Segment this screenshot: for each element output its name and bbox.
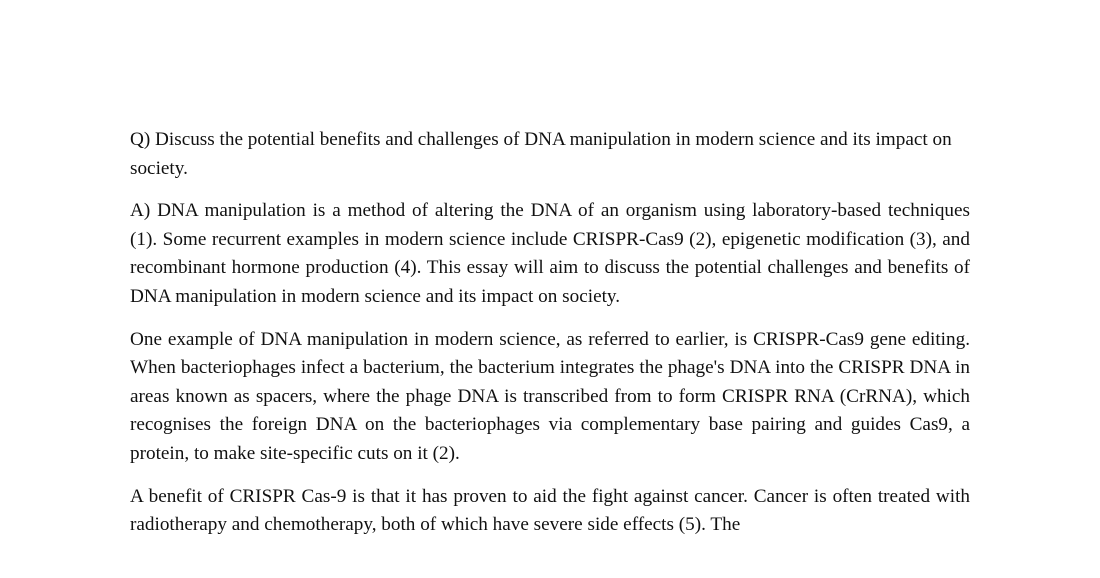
- document-body: [130, 126, 970, 554]
- answer-intro-paragraph: A) DNA manipulation is a method of altering the DNA of an organism using laboratory-based techniques (1). Some recurrent examples in modern science include CRISPR-Cas9 (2), epigenetic modification (3), and recombinant hormone production (4). This essay will aim to discuss the potential challenges and benefits of DNA manipulation in modern science and its impact on society.: [130, 200, 970, 307]
- question-paragraph: Q) Discuss the potential benefits and challenges of DNA manipulation in modern science and its impact on society.: [130, 129, 952, 179]
- crispr-explanation-paragraph: One example of DNA manipulation in modern science, as referred to earlier, is CRISPR-Cas9 gene editing. When bacteriophages infect a bacterium, the bacterium integrates the phage's DNA into the CRISPR DNA in areas known as spacers, where the phage DNA is transcribed from to form CRISPR RNA (CrRNA), which recognises the foreign DNA on the bacteriophages via complementary base pairing and guides Cas9, a protein, to make site-specific cuts on it (2).: [130, 328, 970, 464]
- crispr-benefit-paragraph: A benefit of CRISPR Cas-9 is that it has proven to aid the fight against cancer. Cancer is often treated with radiotherapy and chemotherapy, both of which have severe side effects (5). The: [130, 485, 970, 536]
